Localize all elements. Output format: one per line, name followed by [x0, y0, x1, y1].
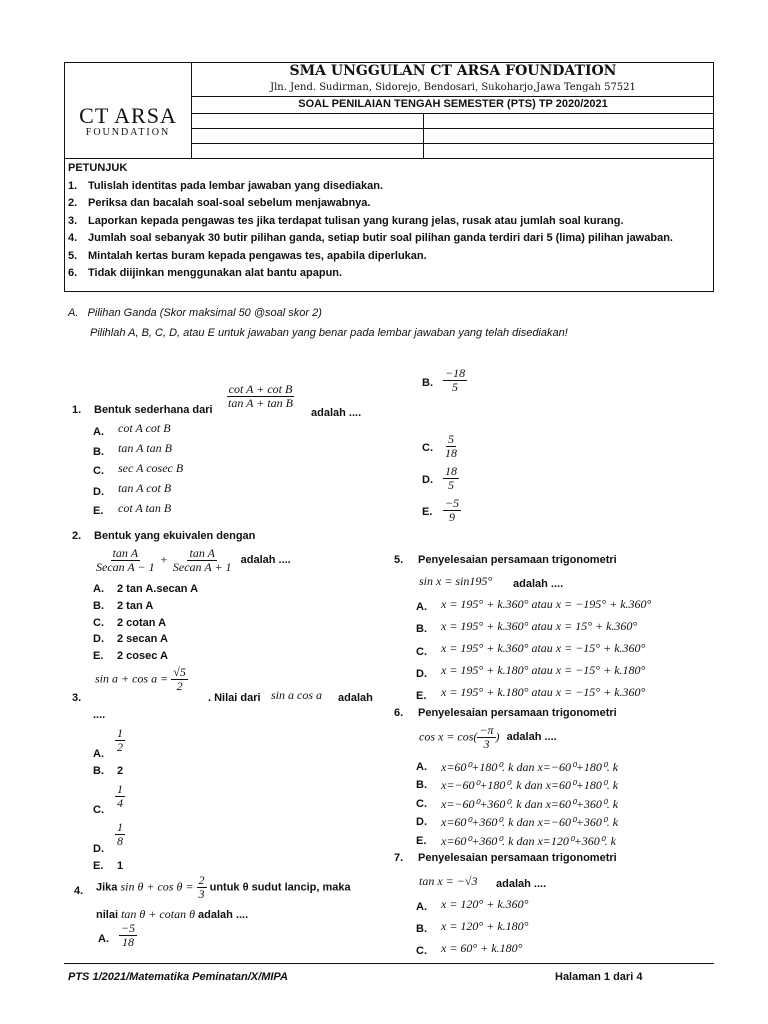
question-7-suffix: adalah ....: [496, 878, 547, 890]
option-value: x = 195° + k.180° atau x = −15° + k.180°: [441, 663, 646, 677]
option-label: E.: [93, 860, 104, 872]
question-2-expression: $\frac{\text{tan A}}{\text{Secan A − 1}}$ + $\frac{\text{tan A}}{\text{Secan A + 1}}$ adalah ....: [96, 546, 291, 574]
option-label: A.: [416, 601, 427, 613]
option-label: B.: [416, 923, 427, 935]
option-label: C.: [422, 442, 433, 454]
option-value: tan A tan B: [118, 441, 172, 455]
option-value: x = 195° + k.360° atau x = −195° + k.360°: [441, 597, 652, 611]
instruction-item: 3. Laporkan kepada pengawas tes jika terdapat tulisan yang kurang jelas, rusak atau jumlah soal kurang.: [68, 214, 624, 227]
option-label: E.: [93, 650, 104, 662]
option-label: C.: [416, 798, 427, 810]
option-value: x=−60⁰+360⁰. k dan x=60⁰+360⁰. k: [441, 797, 619, 811]
divider: [423, 113, 424, 158]
option-label: C.: [93, 465, 104, 477]
footer-course: PTS 1/2021/Matematika Peminatan/X/MIPA: [68, 971, 288, 983]
option-label: D.: [416, 816, 427, 828]
option-value: sec A cosec B: [118, 461, 184, 475]
option-value: cot A cot B: [118, 421, 171, 435]
option-value: $\frac{1}{8}$: [117, 820, 123, 848]
question-1-fraction: $\frac{\text{cot A + cot B}}{\text{tan A + tan B}}$: [228, 382, 293, 410]
divider: [192, 128, 714, 129]
question-3-text: . Nilai dari: [208, 692, 261, 704]
option-label: C.: [416, 646, 427, 658]
question-1-suffix: adalah ....: [311, 407, 362, 419]
option-value: 1: [117, 860, 124, 872]
option-label: E.: [416, 690, 427, 702]
option-label: B.: [416, 623, 427, 635]
option-value: tan A cot B: [118, 481, 172, 495]
option-value: 2 cotan A: [117, 617, 167, 629]
question-1-text: Bentuk sederhana dari: [94, 404, 213, 416]
question-5-text: Penyelesaian persamaan trigonometri: [418, 554, 617, 566]
option-label: E.: [93, 505, 104, 517]
logo: CT ARSA: [79, 103, 177, 128]
school-address: Jln. Jend. Sudirman, Sidorejo, Bendosari, Sukoharjo,Jawa Tengah 57521: [270, 82, 636, 93]
school-name: SMA UNGGULAN CT ARSA FOUNDATION: [289, 63, 617, 79]
option-label: B.: [93, 600, 104, 612]
section-subtitle: Pilihlah A, B, C, D, atau E untuk jawaban yang benar pada lembar jawaban yang telah disediakan!: [90, 327, 568, 339]
option-label: B.: [93, 765, 104, 777]
option-value: x=60⁰+360⁰. k dan x=120⁰+360⁰. k: [441, 834, 616, 848]
question-6-text: Penyelesaian persamaan trigonometri: [418, 707, 617, 719]
question-5-number: 5.: [394, 554, 404, 566]
option-value: x = 195° + k.360° atau x = −15° + k.360°: [441, 641, 646, 655]
option-value: $\frac{1}{4}$: [117, 782, 123, 810]
question-6-equation: cos x = cos( $\frac{-\pi}{3}$ ) adalah ....: [419, 723, 557, 751]
option-value: x=60⁰+360⁰. k dan x=−60⁰+360⁰. k: [441, 815, 619, 829]
instructions: [68, 160, 708, 283]
option-label: D.: [93, 843, 104, 855]
option-label: E.: [416, 835, 427, 847]
option-label: D.: [93, 633, 104, 645]
divider: [192, 143, 714, 144]
question-7-number: 7.: [394, 852, 404, 864]
option-value: x=60⁰+180⁰. k dan x=−60⁰+180⁰. k: [441, 760, 619, 774]
instruction-item: 2. Periksa dan bacalah soal-soal sebelum menjawabnya.: [68, 197, 371, 209]
divider: [64, 158, 714, 159]
question-5-suffix: adalah ....: [513, 578, 564, 590]
footer-divider: [64, 963, 714, 964]
question-4-line-1: Jika sin θ + cos θ = $\frac{2}{3}$ untuk θ sudut lancip, maka: [96, 873, 351, 901]
option-label: A.: [416, 901, 427, 913]
option-label: A.: [93, 748, 104, 760]
option-value: x = 120° + k.180°: [441, 919, 529, 933]
question-7-equation: tan x = −√3: [419, 874, 478, 888]
question-2-text: Bentuk yang ekuivalen dengan: [94, 530, 256, 542]
instruction-item: 6. Tidak diijinkan menggunakan alat bantu apapun.: [68, 267, 343, 279]
option-value: $\frac{5}{18}$: [445, 432, 457, 460]
instructions-title: PETUNJUK: [68, 162, 128, 174]
option-value: $\frac{1}{2}$: [117, 726, 123, 754]
divider: [192, 113, 714, 114]
option-label: A.: [416, 761, 427, 773]
question-5-equation: sin x = sin195°: [419, 574, 493, 588]
question-6-number: 6.: [394, 707, 404, 719]
option-label: C.: [93, 804, 104, 816]
instruction-item: 4. Jumlah soal sebanyak 30 butir pilihan ganda, setiap butir soal pilihan ganda terdiri dari 5 (lima) pilihan jawaban.: [68, 232, 673, 244]
option-label: B.: [422, 377, 433, 389]
option-label: A.: [98, 933, 109, 945]
question-4-line-2: nilai tan θ + cotan θ adalah ....: [96, 907, 249, 921]
option-value: x = 120° + k.360°: [441, 897, 529, 911]
option-value: x = 195° + k.180° atau x = −15° + k.360°: [441, 685, 646, 699]
option-value: x = 195° + k.360° atau x = 15° + k.360°: [441, 619, 638, 633]
option-value: $\frac{-18}{5}$: [445, 366, 466, 394]
option-label: D.: [93, 486, 104, 498]
question-7-text: Penyelesaian persamaan trigonometri: [418, 852, 617, 864]
option-value: $\frac{-5}{9}$: [445, 496, 460, 524]
instruction-item: 5. Mintalah kertas buram kepada pengawas tes, apabila diperlukan.: [68, 249, 427, 262]
exam-title: SOAL PENILAIAN TENGAH SEMESTER (PTS) TP 2020/2021: [298, 98, 608, 110]
question-3-equation: sin a + cos a = $\frac{√5}{2}$: [95, 665, 186, 693]
option-value: 2 secan A: [117, 633, 168, 645]
divider: [192, 96, 714, 97]
option-value: x=−60⁰+180⁰. k dan x=60⁰+180⁰. k: [441, 778, 619, 792]
question-4-number: 4.: [74, 885, 84, 897]
option-label: B.: [93, 446, 104, 458]
option-label: E.: [422, 506, 433, 518]
page-number: Halaman 1 dari 4: [555, 971, 643, 983]
option-label: D.: [416, 668, 427, 680]
option-value: $\frac{18}{5}$: [445, 464, 457, 492]
section-title: A. Pilihan Ganda (Skor maksimal 50 @soal skor 2): [68, 307, 322, 319]
option-label: C.: [416, 945, 427, 957]
option-value: 2 cosec A: [117, 650, 168, 662]
option-value: 2 tan A.secan A: [117, 583, 199, 595]
option-value: 2: [117, 765, 124, 777]
option-value: cot A tan B: [118, 501, 172, 515]
option-label: A.: [93, 583, 104, 595]
instruction-item: 1. Tulislah identitas pada lembar jawaban yang disediakan.: [68, 179, 384, 192]
question-3-expression: sin a cos a: [271, 688, 322, 702]
option-label: C.: [93, 617, 104, 629]
option-label: B.: [416, 779, 427, 791]
question-3-suffix: adalah: [338, 692, 373, 704]
question-3-dots: ....: [93, 709, 106, 721]
question-2-number: 2.: [72, 530, 82, 542]
question-1-number: 1.: [72, 404, 82, 416]
option-label: A.: [93, 426, 104, 438]
option-value: $\frac{-5}{18}$: [121, 921, 136, 949]
option-label: D.: [422, 474, 433, 486]
logo-subtitle: FOUNDATION: [85, 127, 171, 138]
option-value: 2 tan A: [117, 600, 154, 612]
question-3-number: 3.: [72, 692, 82, 704]
option-value: x = 60° + k.180°: [441, 941, 523, 955]
